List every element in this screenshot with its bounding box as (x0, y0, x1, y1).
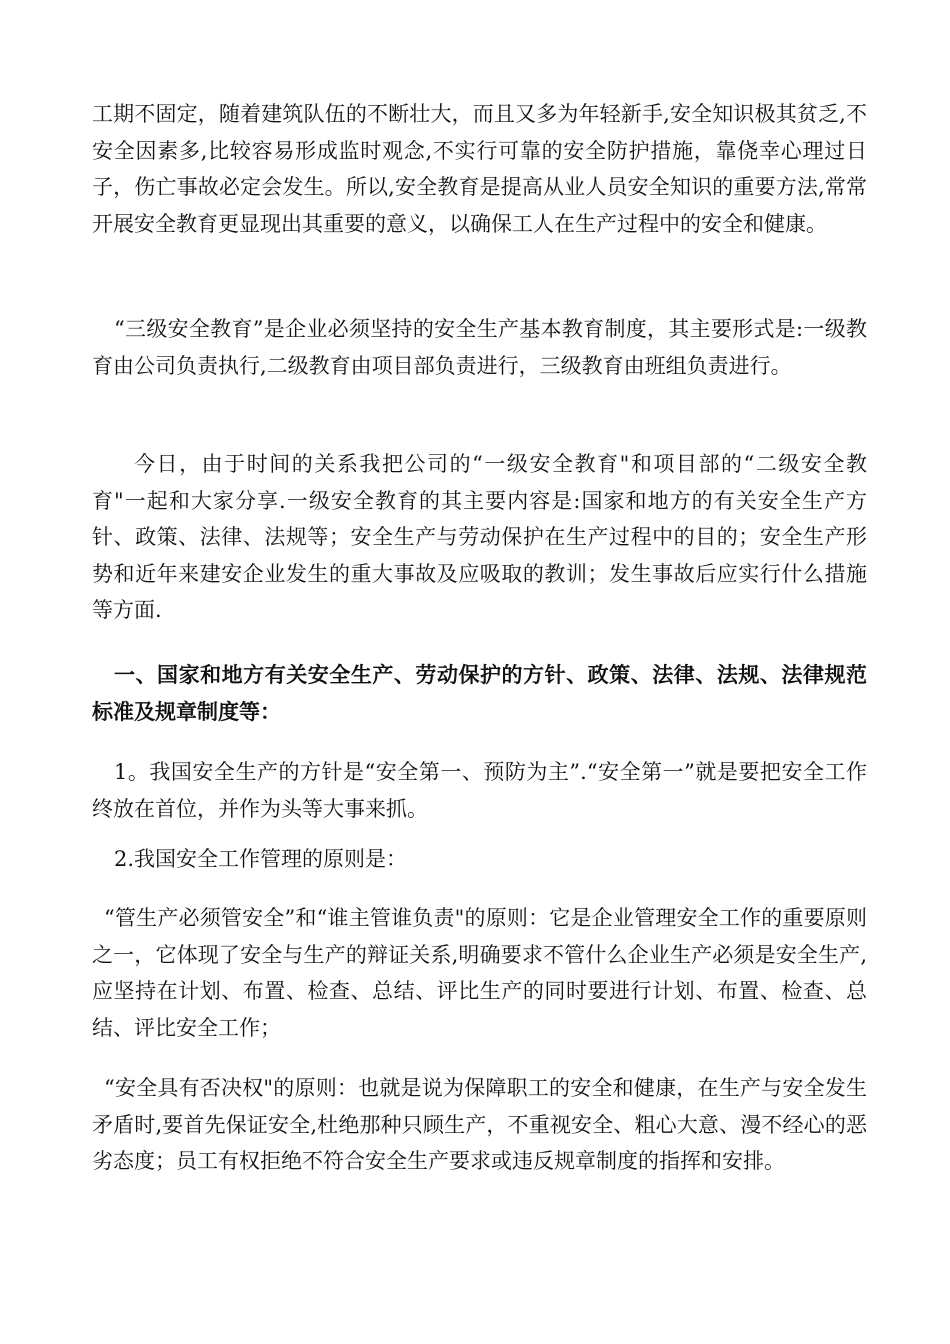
paragraph-today-sharing: 今日，由于时间的关系我把公司的“一级安全教育"和项目部的“二级安全教育"一起和大家分享.一级安全教育的其主要内容是:国家和地方的有关安全生产方针、政策、法律、法规等；安全生产与劳动保护在生产过程中的目的；安全生产形势和近年来建安企业发生的重大事故及应吸取的教训；发生事故后应实行什么措施等方面. (92, 452, 867, 623)
paragraph-three-level-education: “三级安全教育”是企业必须坚持的安全生产基本教育制度，其主要形式是:一级教育由公司负责执行,二级教育由项目部负责进行，三级教育由班组负责进行。 (92, 317, 867, 378)
paragraph-veto-principle: “安全具有否决权"的原则：也就是说为保障职工的安全和健康，在生产与安全发生矛盾时,要首先保证安全,杜绝那种只顾生产，不重视安全、粗心大意、漫不经心的恶劣态度；员工有权拒绝不符合安全生产要求或违反规章制度的指挥和安排。 (92, 1076, 867, 1174)
paragraph-work-period: 工期不固定，随着建筑队伍的不断壮大，而且又多为年轻新手,安全知识极其贫乏,不安全因素多,比较容易形成监时观念,不实行可靠的安全防护措施，靠侥幸心理过日子，伤亡事故必定会发生。所以,安全教育是提高从业人员安全知识的重要方法,常常开展安全教育更显现出其重要的意义，以确保工人在生产过程中的安全和健康。 (92, 102, 867, 236)
paragraph-production-safety-principle: “管生产必须管安全”和“谁主管谁负责"的原则：它是企业管理安全工作的重要原则之一，它体现了安全与生产的辩证关系,明确要求不管什么企业生产必须是安全生产,应坚持在计划、布置、检查、总结、评比生产的同时要进行计划、布置、检查、总结、评比安全工作； (92, 906, 867, 1040)
paragraph-safety-policy: 1。我国安全生产的方针是“安全第一、预防为主”.“安全第一”就是要把安全工作终放在首位，并作为头等大事来抓。 (92, 760, 867, 821)
section-heading-1: 一、国家和地方有关安全生产、劳动保护的方针、政策、法律、法规、法律规范标准及规章制度等： (92, 663, 867, 724)
paragraph-management-principles: 2.我国安全工作管理的原则是： (114, 847, 408, 871)
